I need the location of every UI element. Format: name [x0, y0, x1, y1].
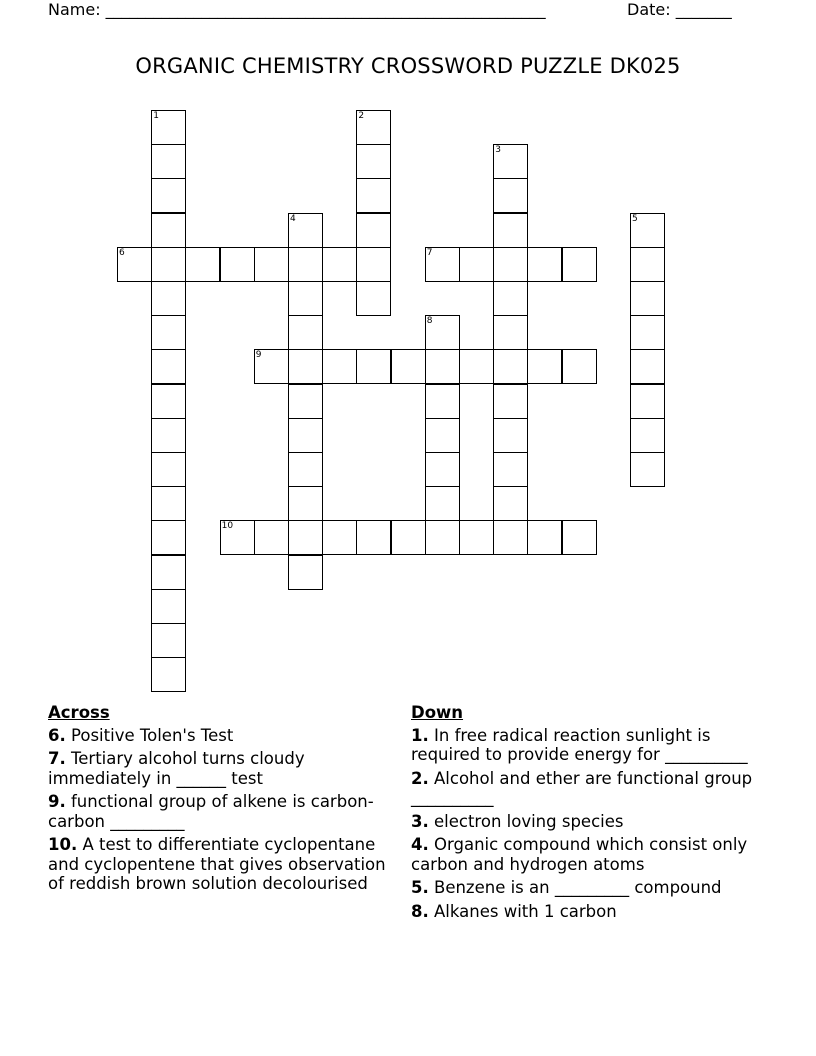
clue-down-4: 4. Organic compound which consist only carbon and hydrogen atoms — [411, 835, 748, 874]
grid-cell[interactable] — [356, 178, 391, 213]
grid-cell[interactable] — [425, 349, 460, 384]
grid-cell[interactable] — [151, 349, 186, 384]
grid-cell[interactable] — [493, 418, 528, 453]
grid-cell[interactable] — [459, 520, 494, 555]
clue-number: 5 — [632, 213, 638, 224]
grid-cell[interactable] — [493, 281, 528, 316]
grid-cell[interactable] — [425, 452, 460, 487]
grid-cell[interactable] — [151, 520, 186, 555]
grid-cell[interactable] — [356, 110, 391, 145]
grid-cell[interactable] — [117, 247, 152, 282]
grid-cell[interactable] — [527, 520, 562, 555]
clue-number: 7 — [426, 247, 433, 258]
grid-cell[interactable] — [254, 247, 289, 282]
grid-cell[interactable] — [425, 315, 460, 350]
clue-across-10: 10. A test to differentiate cyclopentane and cyclopentene that gives observation of reddish brown solution decolourised — [48, 835, 386, 893]
grid-cell[interactable] — [151, 213, 186, 248]
clue-number: 2 — [358, 111, 365, 121]
grid-cell[interactable] — [356, 213, 391, 248]
grid-cell[interactable] — [151, 247, 186, 282]
grid-cell[interactable] — [288, 349, 323, 384]
grid-cell[interactable] — [527, 349, 562, 384]
grid-cell[interactable] — [322, 520, 357, 555]
grid-cell[interactable] — [288, 281, 323, 316]
grid-cell[interactable] — [562, 349, 597, 384]
grid-cell[interactable] — [151, 589, 186, 624]
grid-cell[interactable] — [630, 418, 665, 453]
clue-down-3: 3. electron loving species — [411, 811, 624, 831]
grid-cell[interactable] — [356, 520, 391, 555]
grid-cell[interactable] — [630, 281, 665, 316]
clue-across-9: 9. functional group of alkene is carbon-carbon _________ — [48, 792, 374, 831]
grid-cell[interactable] — [151, 281, 186, 316]
clue-number: 8 — [426, 316, 433, 327]
clue-number: 4 — [290, 213, 296, 224]
page-title: ORGANIC CHEMISTRY CROSSWORD PUZZLE DK025 — [135, 54, 681, 78]
grid-cell[interactable] — [151, 178, 186, 213]
grid-cell[interactable] — [151, 315, 186, 350]
grid-cell[interactable] — [151, 486, 186, 521]
grid-cell[interactable] — [151, 452, 186, 487]
grid-cell[interactable] — [493, 486, 528, 521]
grid-cell[interactable] — [425, 418, 460, 453]
grid-cell[interactable] — [151, 555, 186, 590]
down-heading: Down — [411, 703, 464, 722]
grid-cell[interactable] — [493, 247, 528, 282]
clue-down-5: 5. Benzene is an _________ compound — [411, 878, 722, 897]
grid-cell[interactable] — [459, 349, 494, 384]
grid-cell[interactable] — [425, 384, 460, 419]
clue-across-6: 6. Positive Tolen's Test — [48, 725, 234, 745]
grid-cell[interactable] — [493, 213, 528, 248]
grid-cell[interactable] — [288, 486, 323, 521]
grid-cell[interactable] — [288, 520, 323, 555]
grid-cell[interactable] — [425, 520, 460, 555]
grid-cell[interactable] — [356, 281, 391, 316]
grid-cell[interactable] — [493, 520, 528, 555]
grid-cell[interactable] — [459, 247, 494, 282]
grid-cell[interactable] — [151, 110, 186, 145]
grid-cell[interactable] — [151, 657, 186, 692]
grid-cell[interactable] — [391, 349, 426, 384]
clue-number: 6 — [119, 247, 125, 258]
grid-cell[interactable] — [322, 349, 357, 384]
across-clues — [48, 703, 388, 898]
grid-cell[interactable] — [493, 178, 528, 213]
clue-down-1: 1. In free radical reaction sunlight is required to provide energy for __________ — [411, 725, 748, 764]
grid-cell[interactable] — [220, 520, 255, 555]
grid-cell[interactable] — [630, 349, 665, 384]
clue-number: 10 — [221, 521, 234, 532]
grid-cell[interactable] — [288, 213, 323, 248]
grid-cell[interactable] — [630, 213, 665, 248]
grid-cell[interactable] — [151, 384, 186, 419]
grid-cell[interactable] — [493, 315, 528, 350]
grid-cell[interactable] — [151, 144, 186, 179]
grid-cell[interactable] — [562, 520, 597, 555]
grid-cell[interactable] — [220, 247, 255, 282]
grid-cell[interactable] — [562, 247, 597, 282]
grid-cell[interactable] — [493, 384, 528, 419]
grid-cell[interactable] — [493, 144, 528, 179]
down-clues — [411, 703, 761, 925]
grid-cell[interactable] — [425, 486, 460, 521]
grid-cell[interactable] — [356, 349, 391, 384]
grid-cell[interactable] — [630, 452, 665, 487]
grid-cell[interactable] — [254, 349, 289, 384]
clue-number: 9 — [255, 350, 262, 361]
grid-cell[interactable] — [151, 418, 186, 453]
clue-across-7: 7. Tertiary alcohol turns cloudy immediately in ______ test — [48, 749, 305, 788]
grid-cell[interactable] — [288, 555, 323, 590]
grid-cell[interactable] — [322, 247, 357, 282]
grid-cell[interactable] — [288, 452, 323, 487]
grid-cell[interactable] — [493, 452, 528, 487]
clue-number: 3 — [495, 145, 501, 156]
grid-cell[interactable] — [151, 623, 186, 658]
grid-cell[interactable] — [493, 349, 528, 384]
grid-cell[interactable] — [356, 247, 391, 282]
grid-cell[interactable] — [527, 247, 562, 282]
date-field: Date: _______ — [627, 0, 732, 19]
clue-number: 1 — [153, 111, 159, 121]
grid-cell[interactable] — [630, 384, 665, 419]
grid-cell[interactable] — [425, 247, 460, 282]
name-field: Name: _______________________________________________________ — [48, 0, 546, 19]
grid-cell[interactable] — [288, 247, 323, 282]
grid-cell[interactable] — [185, 247, 220, 282]
clue-down-8: 8. Alkanes with 1 carbon — [411, 901, 617, 921]
across-heading: Across — [48, 703, 110, 722]
grid-cell[interactable] — [288, 418, 323, 453]
grid-cell[interactable] — [288, 384, 323, 419]
clue-down-2: 2. Alcohol and ether are functional group __________ — [411, 768, 753, 807]
grid-cell[interactable] — [254, 520, 289, 555]
grid-cell[interactable] — [630, 315, 665, 350]
grid-cell[interactable] — [391, 520, 426, 555]
grid-cell[interactable] — [356, 144, 391, 179]
grid-cell[interactable] — [630, 247, 665, 282]
grid-cell[interactable] — [288, 315, 323, 350]
